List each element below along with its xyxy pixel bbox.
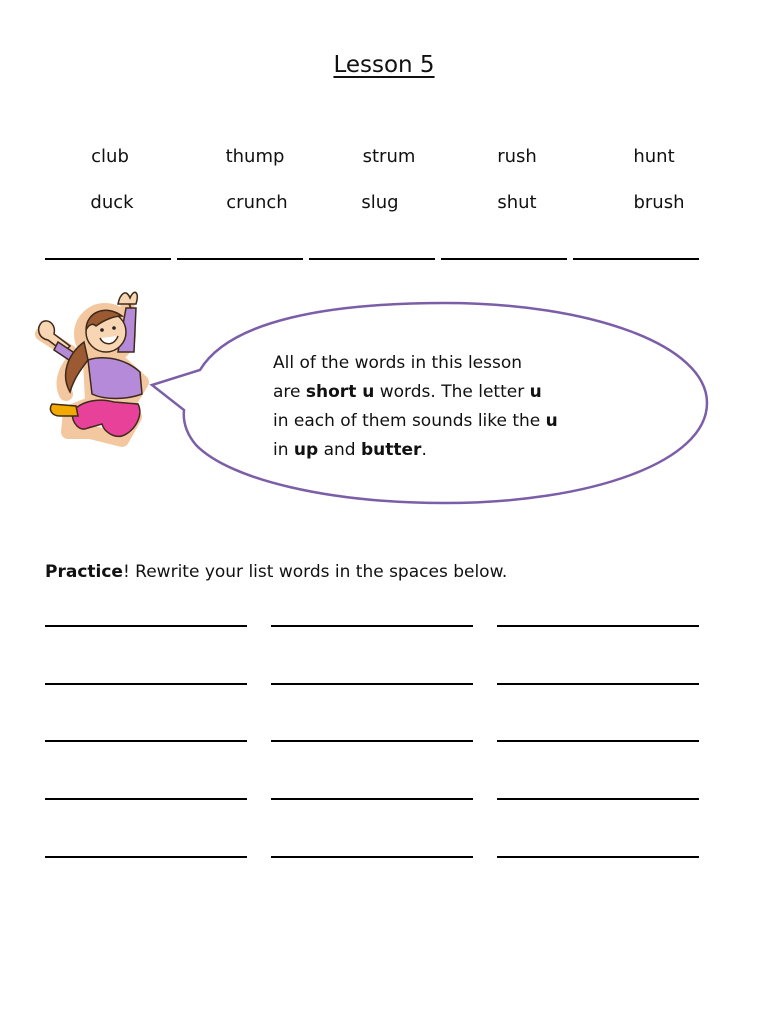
practice-line[interactable] — [45, 625, 247, 627]
bold-text: up — [293, 440, 319, 460]
list-word: crunch — [226, 192, 288, 213]
practice-line[interactable] — [45, 798, 247, 800]
bold-text: short u — [305, 382, 375, 402]
list-word: thump — [225, 146, 285, 167]
practice-instruction — [45, 562, 507, 582]
practice-line[interactable] — [271, 683, 473, 685]
bubble-line — [273, 349, 603, 378]
practice-line[interactable] — [271, 625, 473, 627]
practice-line[interactable] — [497, 683, 699, 685]
bubble-text — [273, 349, 603, 465]
bold-text: butter — [360, 440, 422, 460]
practice-line[interactable] — [497, 740, 699, 742]
text-run: in — [273, 440, 294, 460]
list-word: club — [91, 146, 129, 167]
practice-line[interactable] — [271, 856, 473, 858]
text-run: in each of them sounds like the — [273, 411, 546, 431]
practice-line[interactable] — [497, 625, 699, 627]
practice-text: ! Rewrite your list words in the spaces below. — [122, 562, 508, 582]
list-word: strum — [362, 146, 416, 167]
list-word: hunt — [633, 146, 675, 167]
bubble-line — [273, 436, 603, 465]
bubble-line — [273, 378, 603, 407]
practice-line[interactable] — [45, 683, 247, 685]
text-run: are — [273, 382, 306, 402]
list-word: slug — [361, 192, 399, 213]
practice-line[interactable] — [45, 740, 247, 742]
text-run: words. The letter — [374, 382, 530, 402]
practice-line[interactable] — [271, 740, 473, 742]
list-word: duck — [90, 192, 134, 213]
list-word: shut — [497, 192, 537, 213]
list-word: brush — [633, 192, 685, 213]
page-title: Lesson 5 — [333, 52, 435, 78]
practice-line[interactable] — [497, 798, 699, 800]
practice-line[interactable] — [497, 856, 699, 858]
list-word: rush — [497, 146, 537, 167]
text-run: and — [318, 440, 361, 460]
bold-text: u — [529, 382, 542, 402]
practice-line[interactable] — [45, 856, 247, 858]
practice-line[interactable] — [271, 798, 473, 800]
bold-text: u — [545, 411, 558, 431]
bubble-line — [273, 407, 603, 436]
text-run: All of the words in this lesson — [273, 353, 523, 373]
text-run: . — [421, 440, 427, 460]
practice-label: Practice — [45, 562, 123, 582]
jumping-girl-illustration — [30, 282, 160, 452]
